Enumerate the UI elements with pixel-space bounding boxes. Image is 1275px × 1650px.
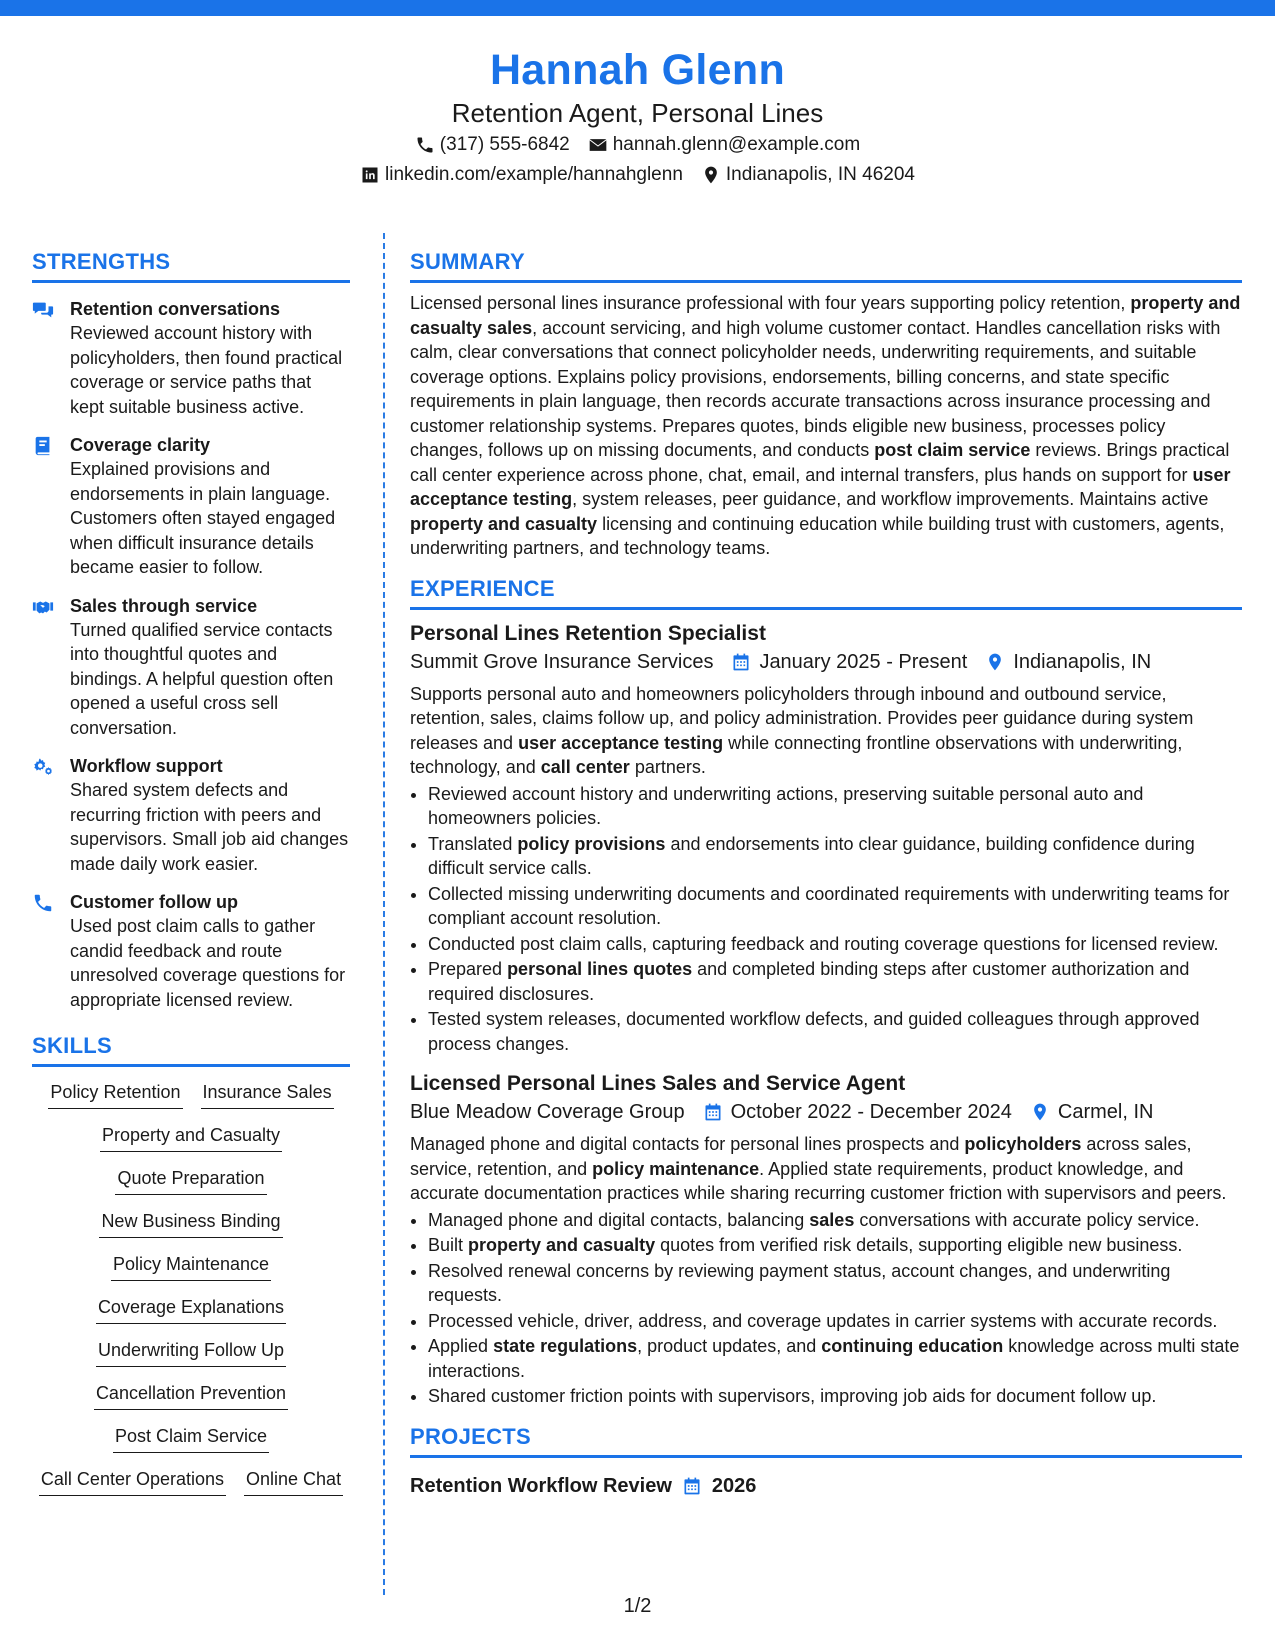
job-location-text: Indianapolis, IN xyxy=(1013,650,1152,673)
job-location-text: Carmel, IN xyxy=(1057,1101,1154,1123)
company-name: Summit Grove Insurance Services xyxy=(410,650,714,673)
skills-row xyxy=(32,1122,350,1152)
calendar-icon xyxy=(682,1476,702,1496)
skill-tag: Quote Preparation xyxy=(115,1165,266,1195)
skills-heading: SKILLS xyxy=(32,1032,350,1067)
strength-title: Coverage clarity xyxy=(70,435,211,455)
strength-desc: Turned qualified service contacts into thoughtful quotes and bindings. A helpful question often opened a useful cross sell conversation. xyxy=(70,619,334,738)
skills-row xyxy=(32,1165,350,1195)
strength-item xyxy=(32,754,350,876)
job-title: Personal Lines Retention Specialist xyxy=(410,621,766,645)
map-pin-icon xyxy=(701,165,721,185)
strength-desc: Used post claim calls to gather candid feedback and route unresolved coverage questions for appropriate licensed review. xyxy=(70,916,346,1010)
linkedin-icon xyxy=(360,165,380,185)
strength-title: Customer follow up xyxy=(70,892,238,912)
job-dates xyxy=(703,1098,1012,1126)
handshake-icon xyxy=(32,596,54,618)
strength-title: Workflow support xyxy=(70,756,223,776)
bullet-item: • Managed phone and digital contacts, balancing sales conversations with accurate policy service. xyxy=(428,1208,1242,1233)
bullet-item: • Reviewed account history and underwriting actions, preserving suitable personal auto and homeowners policies. xyxy=(428,782,1242,831)
job-dates-text: October 2022 - December 2024 xyxy=(730,1101,1012,1123)
strengths-heading: STRENGTHS xyxy=(32,248,350,283)
bullet-item: • Translated policy provisions and endorsements into clear guidance, building confidence during difficult service calls. xyxy=(428,832,1242,881)
skills-row xyxy=(32,1337,350,1367)
bullet-item: • Prepared personal lines quotes and completed binding steps after customer authorization and required disclosures. xyxy=(428,957,1242,1006)
summary-heading: SUMMARY xyxy=(410,248,1242,283)
skills-row xyxy=(32,1251,350,1281)
envelope-icon xyxy=(588,135,608,155)
strength-item xyxy=(32,433,350,580)
calendar-icon xyxy=(703,1102,723,1122)
skills-row xyxy=(32,1208,350,1238)
strength-item xyxy=(32,890,350,1012)
project-title: Retention Workflow Review xyxy=(410,1474,672,1497)
strength-title: Sales through service xyxy=(70,595,258,616)
job-dates xyxy=(731,648,967,676)
job-bullets xyxy=(410,782,1242,1057)
strength-item xyxy=(32,297,350,419)
skill-tag: Underwriting Follow Up xyxy=(96,1337,286,1367)
skill-tag: Cancellation Prevention xyxy=(94,1380,288,1410)
job-title: Licensed Personal Lines Sales and Service Agent xyxy=(410,1072,906,1095)
bullet-item: • Tested system releases, documented workflow defects, and guided colleagues through approved process changes. xyxy=(428,1007,1242,1056)
phone-icon xyxy=(415,135,435,155)
chat-bubbles-icon xyxy=(32,299,54,321)
strength-desc: Shared system defects and recurring friction with peers and supervisors. Small job aid changes made daily work easier. xyxy=(70,780,349,874)
job-description: Managed phone and digital contacts for personal lines prospects and policyholders across sales, service, retention, and policy maintenance. Applied state requirements, product knowledge, and accurate documentation practices while sharing recurring customer friction with supervisors and peers. xyxy=(410,1134,1227,1203)
location-contact xyxy=(701,160,915,190)
skill-tag: Policy Maintenance xyxy=(111,1251,271,1281)
job-entry xyxy=(410,620,1242,1057)
contact-row-1 xyxy=(0,130,1275,160)
skills-row xyxy=(32,1294,350,1324)
job-meta xyxy=(410,1098,1242,1126)
skill-tag: Call Center Operations xyxy=(39,1466,226,1496)
skill-tag: Post Claim Service xyxy=(113,1423,269,1453)
projects-heading: PROJECTS xyxy=(410,1423,1242,1458)
strength-desc: Reviewed account history with policyholders, then found practical coverage or service paths that kept suitable business active. xyxy=(70,323,343,417)
candidate-title: Retention Agent, Personal Lines xyxy=(451,98,824,128)
contact-row-2 xyxy=(0,160,1275,190)
strengths-list xyxy=(32,297,350,1012)
bullet-item: • Collected missing underwriting documents and coordinated requirements with underwriting teams for compliant account resolution. xyxy=(428,882,1242,931)
skills-row xyxy=(32,1466,350,1496)
skills-row xyxy=(32,1380,350,1410)
strength-item xyxy=(32,594,350,741)
email-text[interactable]: hannah.glenn@example.com xyxy=(612,134,861,155)
calendar-icon xyxy=(731,652,751,672)
bullet-item: • Processed vehicle, driver, address, and coverage updates in carrier systems with accurate records. xyxy=(428,1309,1242,1334)
gears-icon xyxy=(32,756,54,778)
project-entry xyxy=(410,1472,1242,1500)
job-meta xyxy=(410,648,1242,676)
map-pin-icon xyxy=(985,652,1005,672)
bullet-item: • Built property and casualty quotes from verified risk details, supporting eligible new business. xyxy=(428,1233,1242,1258)
resume-header xyxy=(0,44,1275,190)
summary-text: Licensed personal lines insurance professional with four years supporting policy retention, property and casualty sales, account servicing, and high volume customer contact. Handles cancellation risks with calm, clear conversations that connect policyholder needs, underwriting requirements, and suitable coverage options. Explains policy provisions, endorsements, billing concerns, and state specific requirements in plain language, then records accurate transactions across insurance processing and customer relationship systems. Prepares quotes, binds eligible new business, processes policy changes, follows up on missing documents, and conducts post claim service reviews. Brings practical call center experience across phone, chat, email, and internal transfers, plus hands on support for user acceptance testing, system releases, peer guidance, and workflow improvements. Maintains active property and casualty licensing and continuing education while building trust with customers, agents, underwriting partners, and technology teams. xyxy=(410,293,1241,558)
job-location xyxy=(985,648,1151,676)
linkedin-text[interactable]: linkedin.com/example/hannahglenn xyxy=(385,164,683,185)
candidate-name: Hannah Glenn xyxy=(489,46,786,94)
strength-desc: Explained provisions and endorsements in plain language. Customers often stayed engaged when difficult insurance details became easier to follow. xyxy=(70,459,336,577)
column-divider xyxy=(383,233,385,1595)
job-bullets xyxy=(410,1208,1242,1409)
skills-list xyxy=(32,1079,350,1496)
bullet-item: • Resolved renewal concerns by reviewing payment status, account changes, and underwriting requests. xyxy=(428,1259,1242,1308)
skill-tag: New Business Binding xyxy=(99,1208,282,1238)
skill-tag: Online Chat xyxy=(244,1466,343,1496)
left-column xyxy=(32,248,350,1509)
right-column xyxy=(410,248,1242,1500)
bullet-item: • Applied state regulations, product updates, and continuing education knowledge across multi state interactions. xyxy=(428,1334,1242,1383)
company-name: Blue Meadow Coverage Group xyxy=(410,1101,685,1123)
job-description: Supports personal auto and homeowners policyholders through inbound and outbound service, retention, sales, claims follow up, and policy administration. Provides peer guidance during system releases and user acceptance testing while connecting frontline observations with underwriting, technology, and call center partners. xyxy=(410,683,1194,777)
skills-row xyxy=(32,1423,350,1453)
strength-title: Retention conversations xyxy=(70,299,281,319)
skills-row xyxy=(32,1079,350,1109)
skill-tag: Coverage Explanations xyxy=(96,1294,286,1324)
book-icon xyxy=(32,435,54,457)
skill-tag: Policy Retention xyxy=(48,1079,182,1109)
linkedin-contact[interactable] xyxy=(360,160,683,190)
bullet-item: • Conducted post claim calls, capturing feedback and routing coverage questions for licensed review. xyxy=(428,932,1242,957)
phone-text: (317) 555-6842 xyxy=(439,134,570,155)
job-entry xyxy=(410,1070,1242,1409)
experience-heading: EXPERIENCE xyxy=(410,575,1242,610)
phone-icon xyxy=(32,892,54,914)
email-contact[interactable] xyxy=(588,130,860,160)
skill-tag: Insurance Sales xyxy=(201,1079,334,1109)
top-accent-bar xyxy=(0,0,1275,16)
job-location xyxy=(1030,1098,1154,1126)
project-year: 2026 xyxy=(711,1474,757,1497)
skill-tag: Property and Casualty xyxy=(100,1122,282,1152)
job-dates-text: January 2025 - Present xyxy=(759,650,968,673)
location-text: Indianapolis, IN 46204 xyxy=(725,164,915,185)
map-pin-icon xyxy=(1030,1102,1050,1122)
phone-contact xyxy=(415,130,570,160)
page-number: 1/2 xyxy=(623,1595,652,1617)
bullet-item: • Shared customer friction points with supervisors, improving job aids for document follow up. xyxy=(428,1384,1242,1409)
